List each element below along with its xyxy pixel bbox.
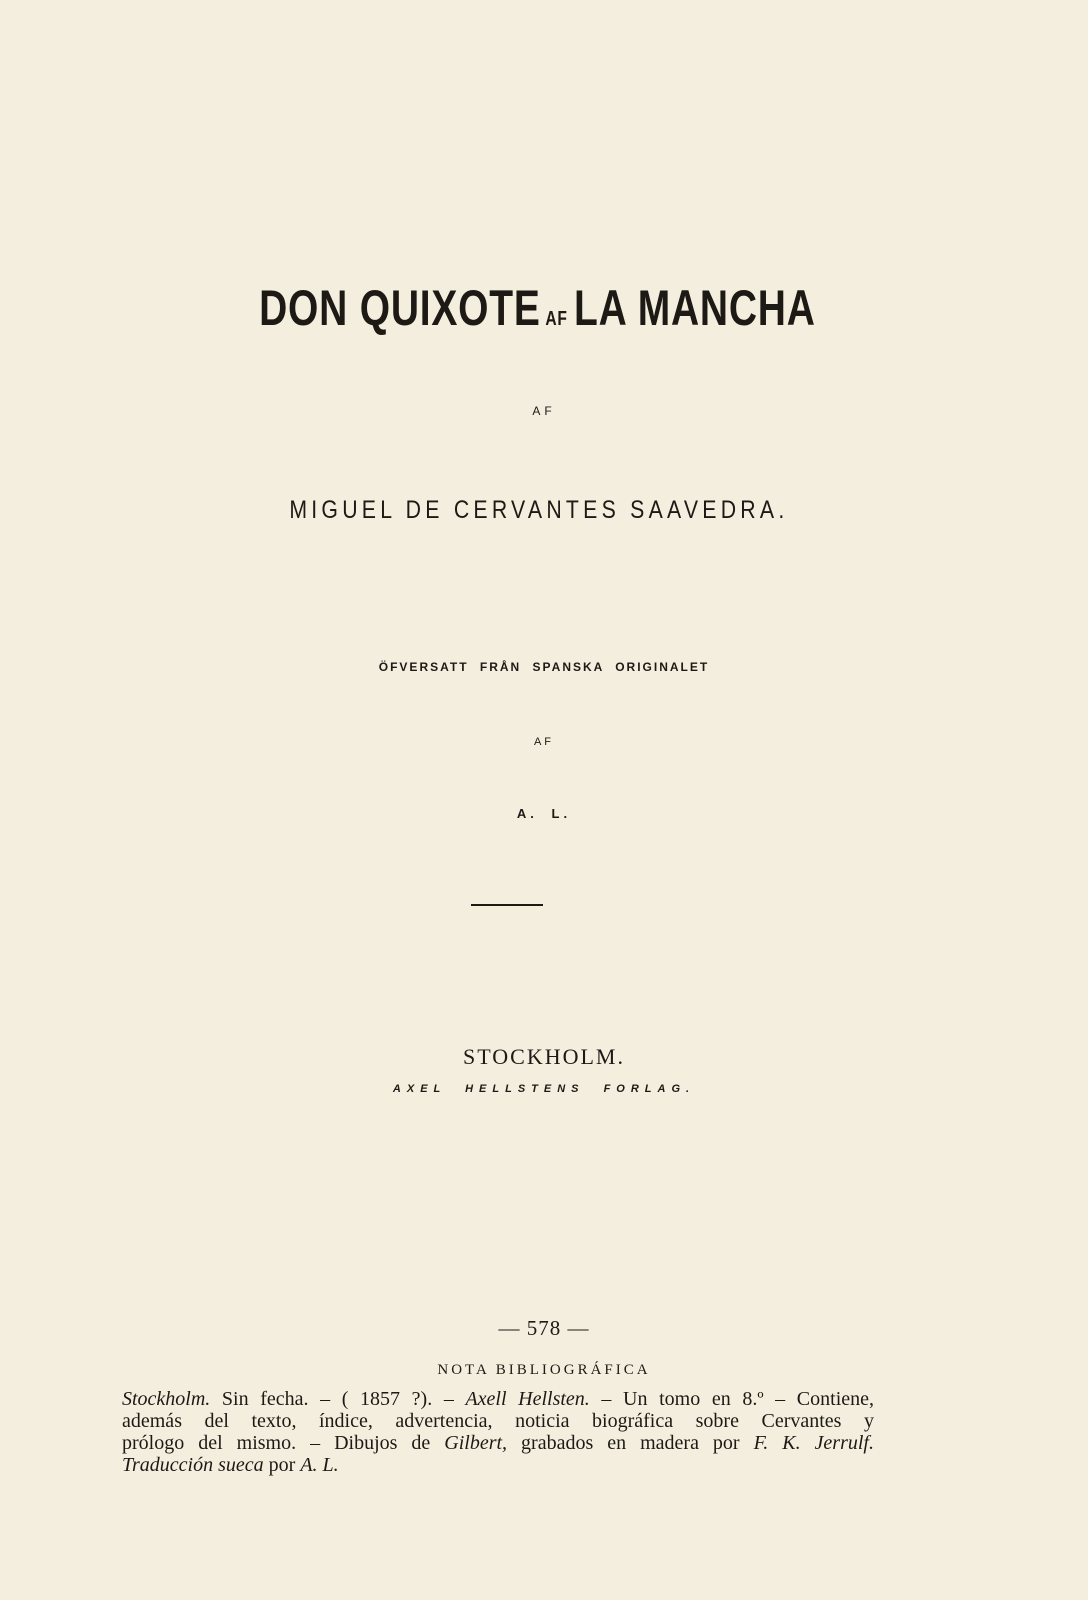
translation-note: ÖFVERSATT FRÅN SPANSKA ORIGINALET: [378, 660, 710, 674]
note-publisher: Axell Hellsten.: [465, 1388, 590, 1410]
note-line-3: [122, 1432, 874, 1454]
translator-initials: A. L.: [516, 806, 572, 821]
bibliographic-note-heading: NOTA BIBLIOGRÁFICA: [437, 1362, 651, 1378]
publication-place: STOCKHOLM.: [462, 1044, 625, 1069]
note-date: Sin fecha. – ( 1857 ?). –: [210, 1388, 466, 1410]
author-name: MIGUEL DE CERVANTES SAAVEDRA.: [289, 496, 789, 524]
note-engraving: grabados en madera por: [507, 1432, 754, 1454]
note-translation: Traducción sueca: [122, 1454, 264, 1476]
bibliographic-note: [122, 1388, 874, 1476]
note-drawings: prólogo del mismo. – Dibujos de: [122, 1432, 445, 1454]
note-line-2: además del texto, índice, advertencia, noticia biográfica sobre Cervantes y: [122, 1410, 874, 1432]
note-illustrator: Gilbert,: [444, 1432, 508, 1454]
note-line-4: [122, 1454, 874, 1476]
translator-by-label: AF: [533, 736, 555, 748]
note-format: – Un tomo en 8.º – Contiene,: [589, 1388, 875, 1410]
divider-rule: [471, 904, 543, 906]
book-title: [113, 278, 962, 349]
note-by: por: [263, 1454, 301, 1476]
title-part-1: DON QUIXOTE: [259, 280, 541, 336]
publisher-name: AXEL HELLSTENS FORLAG.: [392, 1083, 696, 1095]
title-part-2: LA MANCHA: [573, 280, 816, 336]
note-engraver: F. K. Jerrulf.: [753, 1432, 874, 1454]
note-translator: A. L.: [300, 1454, 339, 1476]
title-connector: AF: [545, 308, 568, 330]
note-place: Stockholm.: [122, 1388, 211, 1410]
note-line-1: [122, 1388, 874, 1410]
page-number: — 578 —: [498, 1316, 590, 1340]
by-label: AF: [532, 404, 556, 418]
